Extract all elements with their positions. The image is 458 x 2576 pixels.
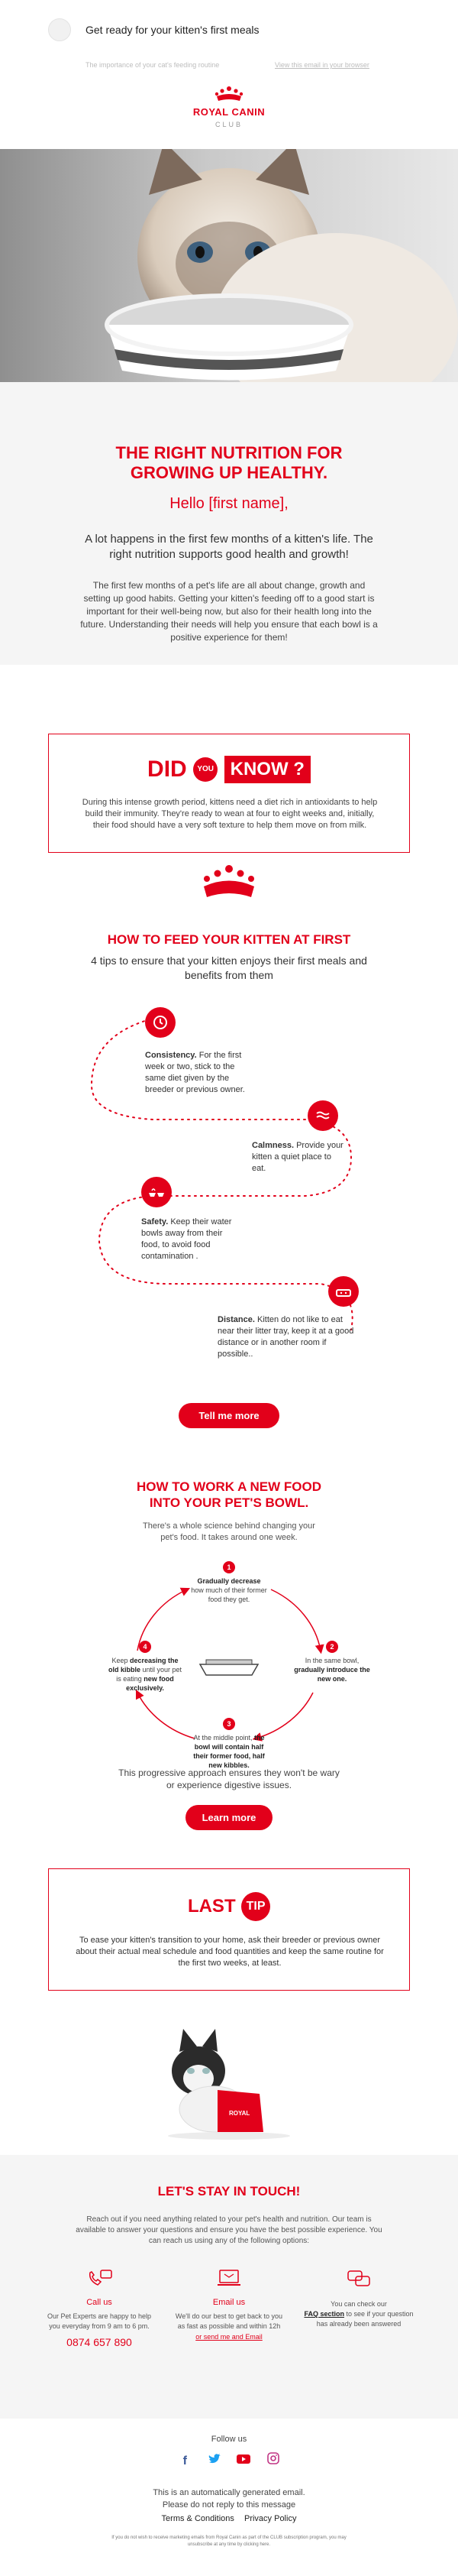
how-to-feed-heading: HOW TO FEED YOUR KITTEN AT FIRST xyxy=(107,932,351,947)
step-number: 3 xyxy=(223,1718,235,1730)
do-not-reply-note: Please do not reply to this message xyxy=(162,2500,296,2510)
royal-canin-logo xyxy=(0,86,458,128)
tip-text: Keep their water bowls away from their food, to avoid food contamination . xyxy=(141,1217,232,1261)
step-2 xyxy=(294,1641,370,1683)
step-bold: Gradually decrease xyxy=(197,1577,261,1585)
tip-title: Safety. xyxy=(141,1217,169,1226)
step-bold: decreasing the old kibble xyxy=(108,1657,179,1674)
last-tip-box xyxy=(48,1868,410,1991)
tip-label: TIP xyxy=(241,1892,270,1921)
step-text-mid: until your pet is eating xyxy=(116,1666,182,1683)
learn-more-wrap xyxy=(0,1805,458,1830)
contact-email xyxy=(172,2268,286,2341)
intro-greeting: Hello [first name], xyxy=(169,495,289,512)
tell-me-more-button[interactable]: Tell me more xyxy=(179,1403,279,1428)
instagram-icon[interactable] xyxy=(265,2452,282,2466)
bowl-icon xyxy=(200,1660,258,1675)
step-bold-2: new food exclusively. xyxy=(126,1675,174,1692)
new-food-subheading: There's a whole science behind changing your pet's food. It takes around one week. xyxy=(143,1521,315,1542)
view-in-browser-link[interactable]: View this email in your browser xyxy=(275,61,369,69)
legal-links xyxy=(0,2514,458,2523)
did-you-know-text: During this intense growth period, kittens need a diet rich in antioxidants to help build their immunity. They're ready to wean at four to eight weeks and, initially, their food should have a very soft texture to help them move on from milk. xyxy=(82,798,378,830)
twitter-icon[interactable] xyxy=(206,2454,223,2467)
email-text: We'll do our best to get back to you as fast as possible and within 12h xyxy=(175,2312,283,2330)
intro-heading: THE RIGHT NUTRITION FOR GROWING UP HEALTHY. xyxy=(115,443,343,482)
contact-call xyxy=(42,2268,156,2348)
brand-name: ROYAL CANIN xyxy=(192,106,266,118)
call-title: Call us xyxy=(86,2298,112,2307)
tell-me-more-wrap xyxy=(0,1403,458,1428)
step-4 xyxy=(107,1641,183,1693)
contact-section xyxy=(0,2155,458,2419)
terms-link[interactable]: Terms & Conditions xyxy=(161,2514,234,2523)
hero-image xyxy=(0,149,458,382)
new-food-outro: This progressive approach ensures they won't be wary or experience digestive issues. xyxy=(118,1768,340,1790)
contact-intro: Reach out if you need anything related to your pet's health and nutrition. Our team is available to answer your questions and ensure you have the best possible experience. You can reach us using any of the following options: xyxy=(76,2215,382,2245)
phone-icon xyxy=(85,2268,113,2289)
waves-icon xyxy=(308,1100,338,1131)
step-bold: gradually introduce the new one. xyxy=(294,1666,370,1683)
auto-generated-note: This is an automatically generated email. xyxy=(153,2488,305,2497)
tip-title: Consistency. xyxy=(145,1051,197,1060)
did-you-know-box xyxy=(48,734,410,853)
new-food-heading: HOW TO WORK A NEW FOOD INTO YOUR PET'S BOWL. xyxy=(136,1479,322,1510)
email-title: Email us xyxy=(212,2298,246,2307)
chat-bubbles-icon xyxy=(345,2268,373,2289)
tip-text: For the first week or two, stick to the same diet given by the breeder or previous owner. xyxy=(145,1051,245,1094)
brand-club: CLUB xyxy=(214,121,243,128)
faq-post: to see if your question has already been answered xyxy=(316,2310,414,2328)
email-subject: Get ready for your kitten's first meals xyxy=(85,24,260,36)
tip-title: Distance. xyxy=(218,1315,255,1324)
crown-icon xyxy=(214,86,244,102)
crown-icon xyxy=(195,864,263,902)
step-number: 4 xyxy=(139,1641,151,1653)
step-1 xyxy=(187,1561,271,1604)
step-text: Keep xyxy=(111,1657,128,1664)
phone-number-link[interactable]: 0874 657 890 xyxy=(66,2336,132,2348)
last-tip-text: To ease your kitten's transition to your home, ask their breeder or previous owner about their actual meal schedule and food quantities and keep the same routine for the first two weeks, at least. xyxy=(76,1936,384,1968)
step-text: how much of their former food they get. xyxy=(191,1586,267,1603)
step-3 xyxy=(187,1718,271,1770)
tip-text: Kitten do not like to eat near their litter tray, keep it at a good distance or in another room if possible.. xyxy=(218,1315,354,1359)
privacy-link[interactable]: Privacy Policy xyxy=(244,2514,297,2523)
last-tip-badge xyxy=(49,1892,409,1921)
laptop-mail-icon xyxy=(215,2268,243,2289)
learn-more-button[interactable]: Learn more xyxy=(185,1805,273,1830)
follow-us-label: Follow us xyxy=(211,2435,247,2444)
step-number: 2 xyxy=(326,1641,338,1653)
kitten-with-food-bag-illustration xyxy=(0,2017,458,2140)
tip-calmness xyxy=(252,1100,370,1175)
social-links xyxy=(0,2452,458,2468)
you-label: YOU xyxy=(193,757,218,782)
did-label: DID xyxy=(147,757,187,782)
contact-heading: LET'S STAY IN TOUCH! xyxy=(157,2184,301,2199)
step-text: At the middle point, xyxy=(193,1734,253,1742)
contact-faq xyxy=(302,2268,416,2329)
youtube-icon[interactable] xyxy=(235,2454,252,2467)
send-email-link[interactable]: or send me and Email xyxy=(195,2333,263,2341)
intro-section xyxy=(0,382,458,665)
litter-tray-icon xyxy=(328,1276,359,1307)
preheader-text: The importance of your cat's feeding routine xyxy=(85,61,220,69)
clock-icon xyxy=(145,1007,176,1038)
bowls-icon xyxy=(141,1177,172,1207)
footer xyxy=(0,2419,458,2576)
tip-title: Calmness. xyxy=(252,1141,295,1150)
intro-lead: A lot happens in the first few months of a kitten's life. The right nutrition supports good health and growth! xyxy=(85,533,373,561)
how-to-feed-subheading: 4 tips to ensure that your kitten enjoys their first meals and benefits from them xyxy=(91,954,367,981)
tip-distance xyxy=(210,1276,370,1360)
email-header xyxy=(0,0,458,141)
kitten-eating-illustration xyxy=(0,149,458,382)
tip-safety xyxy=(141,1177,248,1262)
faq-pre: You can check our xyxy=(331,2300,387,2308)
faq-link[interactable]: FAQ section xyxy=(304,2310,344,2318)
tip-text: Provide your kitten a quiet place to eat. xyxy=(252,1141,344,1173)
tip-consistency xyxy=(145,1007,336,1096)
step-number: 1 xyxy=(223,1561,235,1573)
step-text: In the same bowl, xyxy=(305,1657,360,1664)
sender-avatar xyxy=(48,18,71,41)
svg-text:ROYAL: ROYAL xyxy=(229,2110,250,2117)
last-label: LAST xyxy=(187,1896,236,1917)
step-bold: the bowl will contain half their former food, half new kibbles. xyxy=(193,1734,265,1769)
did-you-know-badge xyxy=(49,756,409,783)
unsubscribe-note[interactable]: If you do not wish to receive marketing emails from Royal Canin as part of the CLUB subscription program, you may unsubscribe at any time by clicking here. xyxy=(111,2535,347,2547)
call-text: Our Pet Experts are happy to help you everyday from 9 am to 6 pm. xyxy=(47,2312,152,2330)
facebook-icon[interactable]: f xyxy=(182,2454,187,2467)
know-label: KNOW ? xyxy=(224,756,311,783)
crown-divider xyxy=(0,864,458,902)
intro-body: The first few months of a pet's life are all about change, growth and setting up good habits. Getting your kitten's feeding off to a good start is important for their well-being now, but also for their health long into the future. Understanding their needs will help you ensure that each bowl is a positive experience for them! xyxy=(80,580,378,643)
